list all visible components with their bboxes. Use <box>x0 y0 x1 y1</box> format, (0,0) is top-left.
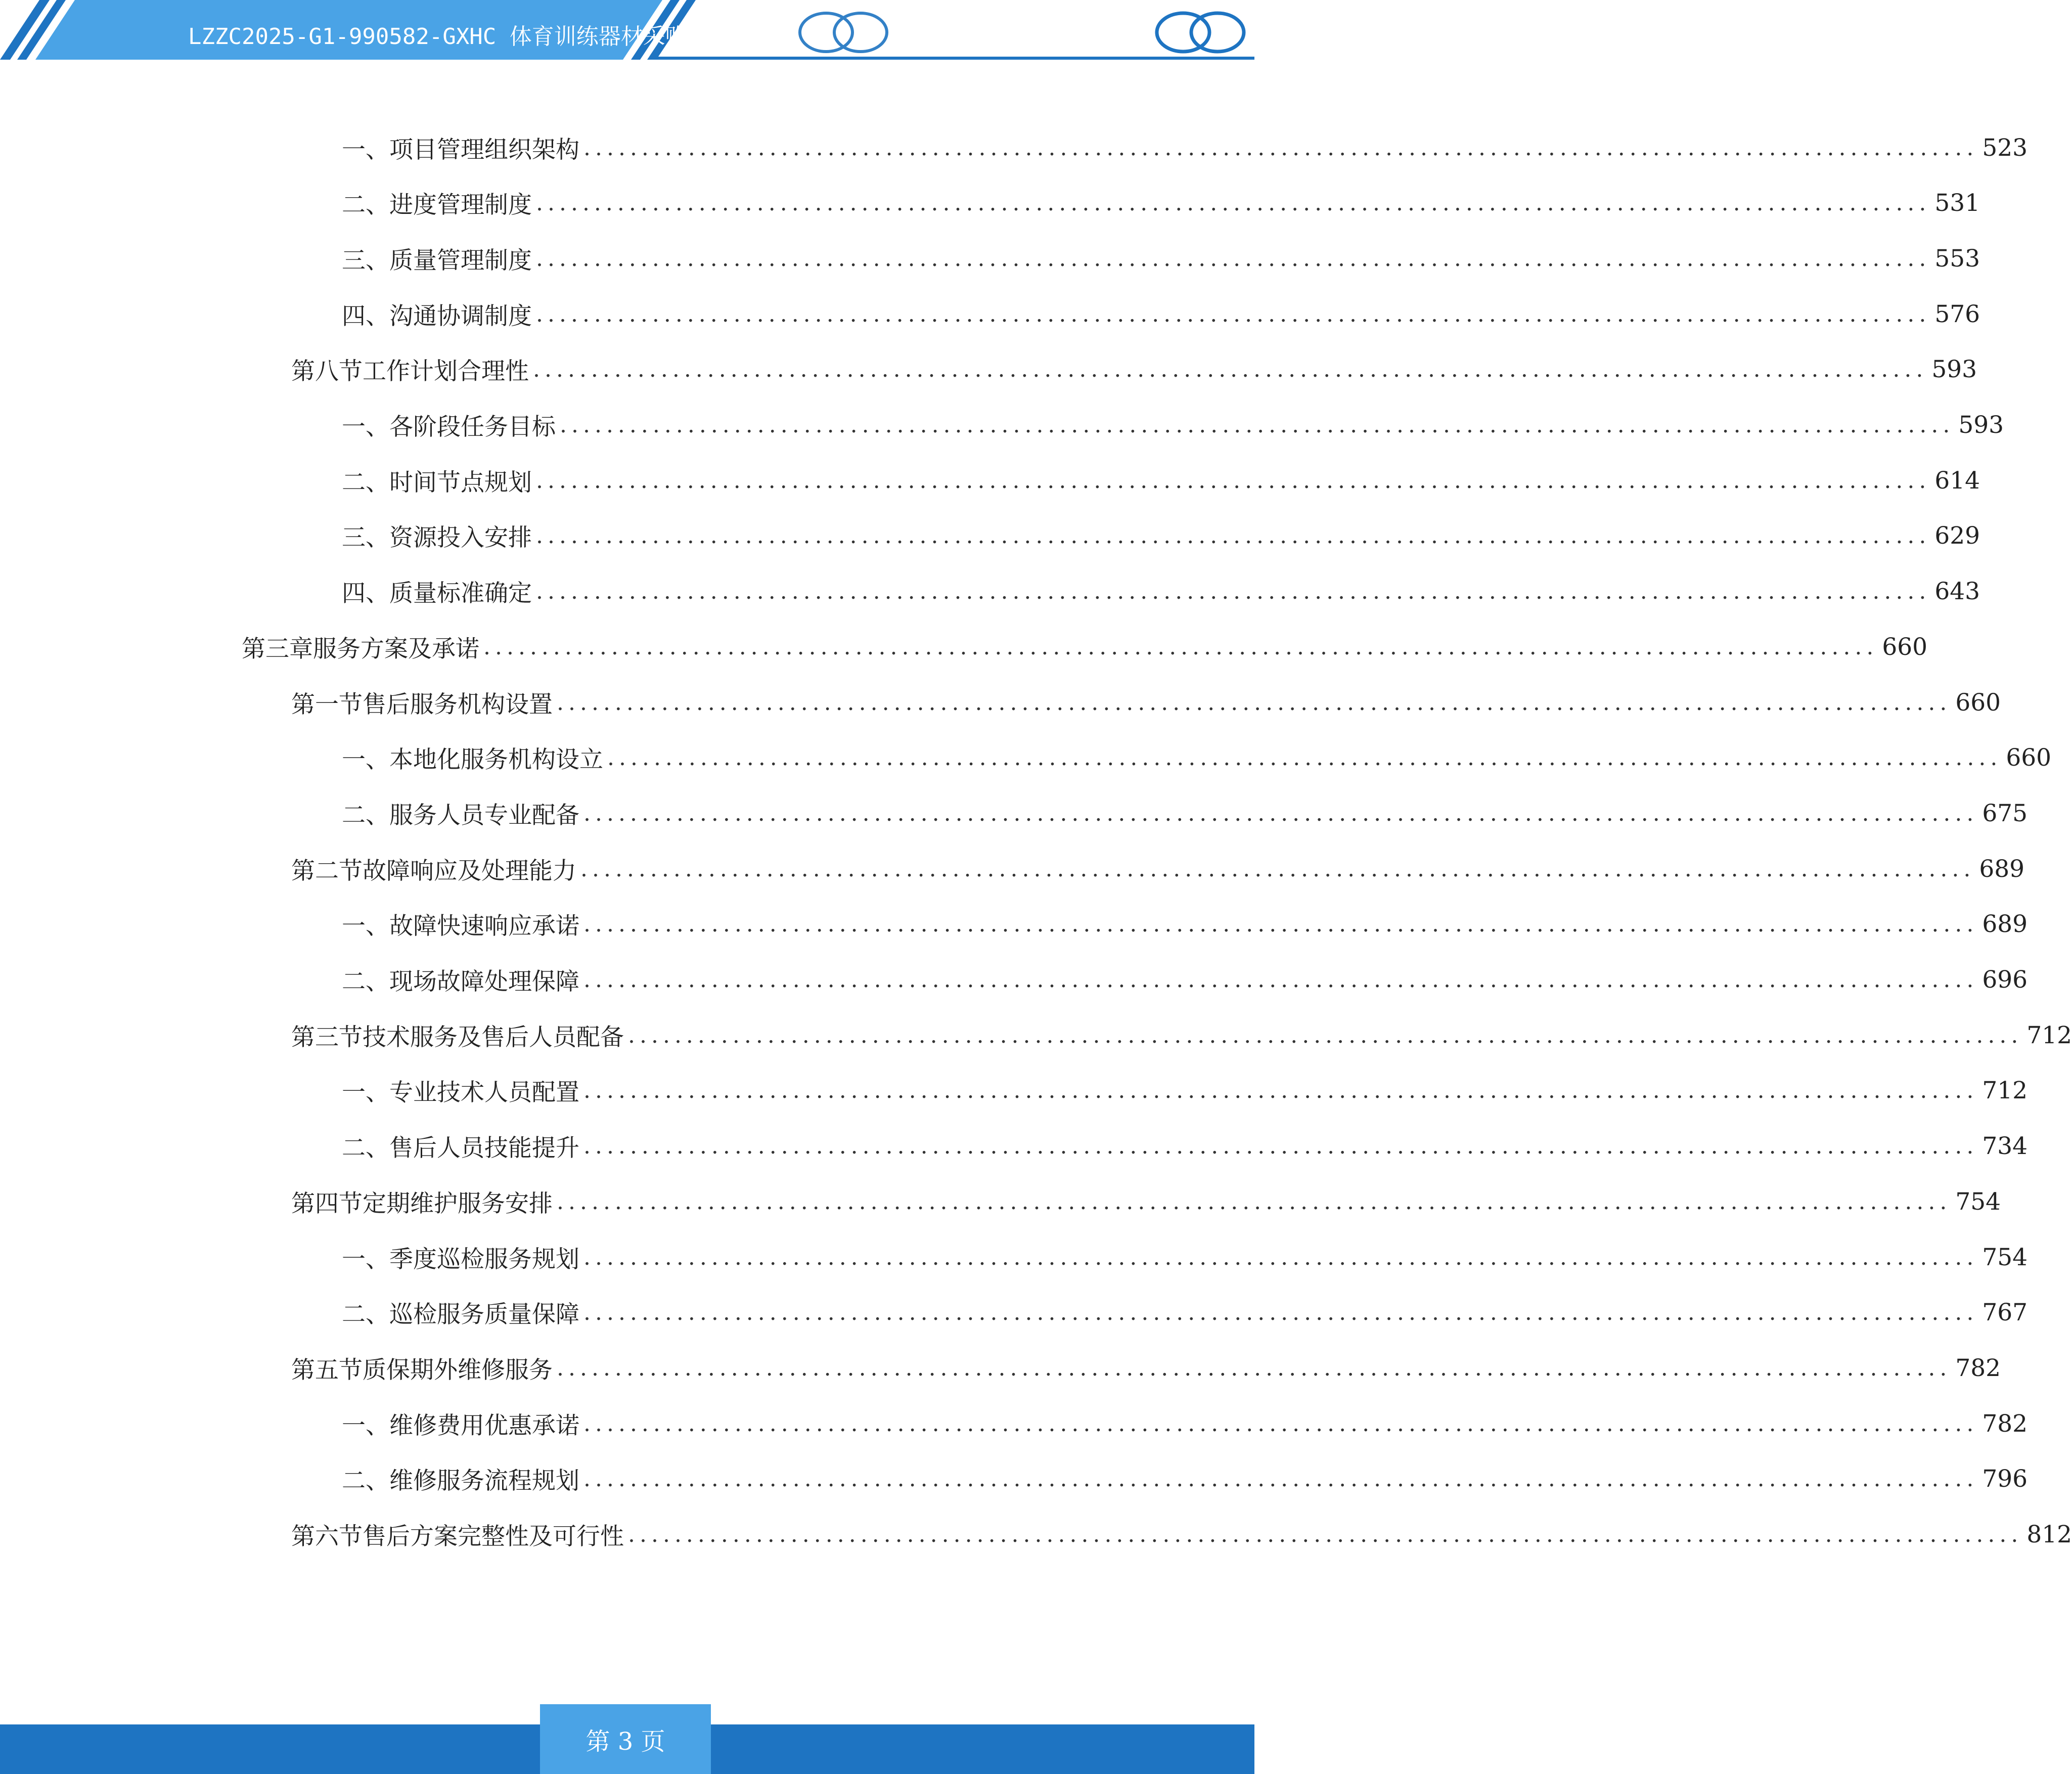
toc-leader-dots: ........................................................................................................................ <box>628 1522 2023 1547</box>
toc-entry-number: 二、 <box>342 468 389 497</box>
toc-entry[interactable] <box>342 793 2028 833</box>
toc-entry-title: 技术服务及售后人员配备 <box>363 1023 624 1051</box>
toc-entry-number: 第五节 <box>291 1356 363 1384</box>
toc-entry-page: 712 <box>2026 1021 2072 1049</box>
page-number-label: 第 3 页 <box>585 1727 665 1756</box>
toc-entry-page: 782 <box>1982 1409 2028 1438</box>
toc-entry[interactable] <box>291 1181 2001 1222</box>
toc-entry[interactable] <box>342 516 1980 556</box>
toc-entry-page: 689 <box>1982 910 2028 939</box>
toc-entry[interactable] <box>342 738 2052 778</box>
toc-leader-dots: ........................................................................................................................ <box>557 689 1952 716</box>
toc-leader-dots: ........................................................................................................................ <box>583 1466 1978 1492</box>
toc-leader-dots: ........................................................................................................................ <box>583 135 1978 161</box>
toc-entry-number: 一、 <box>342 413 389 441</box>
toc-leader-dots: ........................................................................................................................ <box>536 245 1931 272</box>
toc-entry-title: 服务方案及承诺 <box>313 635 479 663</box>
toc-entry-number: 一、 <box>342 1411 389 1440</box>
toc-entry-title: 售后人员技能提升 <box>389 1134 579 1163</box>
toc-entry-number: 二、 <box>342 191 389 219</box>
toc-entry[interactable] <box>342 127 2028 168</box>
toc-entry-page: 767 <box>1982 1299 2028 1327</box>
toc-entry[interactable] <box>342 1293 2028 1333</box>
toc-entry[interactable] <box>342 904 2028 945</box>
toc-entry-number: 二、 <box>342 1467 389 1495</box>
toc-leader-dots: ........................................................................................................................ <box>533 357 1928 383</box>
toc-entry-page: 712 <box>1982 1077 2028 1105</box>
toc-entry-title: 专业技术人员配置 <box>389 1079 579 1107</box>
toc-leader-dots: ........................................................................................................................ <box>583 1133 1978 1160</box>
toc-entry-page: 643 <box>1934 578 1980 606</box>
toc-leader-dots: ........................................................................................................................ <box>580 856 1975 882</box>
toc-entry-page: 523 <box>1982 134 2028 162</box>
toc-entry-title: 维修服务流程规划 <box>389 1467 579 1495</box>
toc-entry-page: 660 <box>1882 633 1928 661</box>
toc-entry-page: 593 <box>1958 411 2004 439</box>
toc-entry[interactable] <box>342 405 2004 446</box>
toc-entry[interactable] <box>342 294 1980 334</box>
toc-entry-page: 660 <box>2006 744 2052 772</box>
toc-entry-title: 故障响应及处理能力 <box>363 857 576 885</box>
toc-entry-number: 一、 <box>342 912 389 941</box>
toc-leader-dots: ........................................................................................................................ <box>557 1355 1952 1381</box>
toc-entry-page: 531 <box>1934 189 1980 217</box>
toc-leader-dots: ........................................................................................................................ <box>483 634 1878 660</box>
toc-entry-title: 季度巡检服务规划 <box>389 1245 579 1273</box>
toc-entry-number: 一、 <box>342 1079 389 1107</box>
toc-entry-page: 689 <box>1979 855 2025 883</box>
toc-entry-page: 734 <box>1982 1132 2028 1161</box>
toc-entry-page: 629 <box>1934 522 1980 550</box>
toc-entry[interactable] <box>342 183 1980 224</box>
toc-entry-title: 工作计划合理性 <box>363 358 529 386</box>
toc-entry-title: 质量标准确定 <box>389 580 532 608</box>
toc-entry-page: 553 <box>1934 244 1980 273</box>
toc-entry-title: 项目管理组织架构 <box>389 136 579 164</box>
toc-entry[interactable] <box>342 1237 2028 1277</box>
toc-entry[interactable] <box>291 1348 2001 1388</box>
toc-leader-dots: ........................................................................................................................ <box>536 301 1931 327</box>
toc-entry[interactable] <box>342 1071 2028 1111</box>
toc-entry-number: 二、 <box>342 968 389 996</box>
toc-entry[interactable] <box>291 1015 2072 1055</box>
toc-entry-title: 质量管理制度 <box>389 246 532 275</box>
toc-entry[interactable] <box>342 1126 2028 1167</box>
toc-entry-number: 一、 <box>342 746 389 774</box>
toc-entry-page: 675 <box>1982 799 2028 827</box>
toc-entry-number: 二、 <box>342 801 389 829</box>
toc-entry-title: 时间节点规划 <box>389 468 532 497</box>
toc-entry[interactable] <box>291 349 1977 390</box>
toc-entry-number: 第八节 <box>291 358 363 386</box>
toc-entry-title: 维修费用优惠承诺 <box>389 1411 579 1440</box>
toc-entry-number: 四、 <box>342 580 389 608</box>
toc-entry-title: 各阶段任务目标 <box>389 413 556 441</box>
toc-leader-dots: ........................................................................................................................ <box>583 1078 1978 1104</box>
toc-leader-dots: ........................................................................................................................ <box>583 1244 1978 1270</box>
toc-entry-title: 售后服务机构设置 <box>363 690 553 719</box>
toc-entry-number: 第一节 <box>291 690 363 719</box>
toc-entry-page: 754 <box>1955 1187 2001 1216</box>
toc-leader-dots: ........................................................................................................................ <box>628 1022 2023 1048</box>
toc-entry[interactable] <box>342 460 1980 501</box>
toc-leader-dots: ........................................................................................................................ <box>536 467 1931 494</box>
toc-entry-number: 三、 <box>342 246 389 275</box>
toc-entry[interactable] <box>291 1515 2072 1555</box>
toc-entry-title: 本地化服务机构设立 <box>389 746 603 774</box>
toc-leader-dots: ........................................................................................................................ <box>583 800 1978 826</box>
toc-leader-dots: ........................................................................................................................ <box>607 745 2002 771</box>
toc-entry-title: 质保期外维修服务 <box>363 1356 553 1384</box>
toc-entry-page: 593 <box>1931 356 1977 384</box>
header-title: LZZC2025-G1-990582-GXHC 体育训练器材采购项目 <box>188 24 732 50</box>
toc-entry-number: 第四节 <box>291 1189 363 1218</box>
toc-entry-title: 进度管理制度 <box>389 191 532 219</box>
toc-leader-dots: ........................................................................................................................ <box>583 967 1978 993</box>
toc-entry-title: 定期维护服务安排 <box>363 1189 553 1218</box>
toc-entry-page: 782 <box>1955 1354 2001 1382</box>
toc-entry-page: 796 <box>1982 1465 2028 1493</box>
toc-entry-number: 第三章 <box>242 635 313 663</box>
toc-entry-page: 754 <box>1982 1243 2028 1271</box>
toc-entry-title: 服务人员专业配备 <box>389 801 579 829</box>
toc-entry-number: 二、 <box>342 1134 389 1163</box>
toc-entry[interactable] <box>342 571 1980 612</box>
toc-entry-title: 售后方案完整性及可行性 <box>363 1523 624 1550</box>
toc-entry-number: 一、 <box>342 1245 389 1273</box>
toc-entry-number: 二、 <box>342 1301 389 1329</box>
toc-entry[interactable] <box>242 627 1928 667</box>
toc-leader-dots: ........................................................................................................................ <box>536 579 1931 605</box>
toc-entry-page: 660 <box>1955 688 2001 717</box>
toc-leader-dots: ........................................................................................................................ <box>583 911 1978 938</box>
toc-leader-dots: ........................................................................................................................ <box>536 190 1931 216</box>
toc-leader-dots: ........................................................................................................................ <box>560 412 1955 438</box>
toc-entry-title: 巡检服务质量保障 <box>389 1301 579 1329</box>
page-number <box>540 1704 711 1774</box>
toc-entry[interactable] <box>342 1459 2028 1499</box>
toc-entry[interactable] <box>342 1403 2028 1444</box>
toc-entry[interactable] <box>342 960 2028 1000</box>
toc-entry[interactable] <box>342 238 1980 279</box>
toc-entry-page: 576 <box>1934 300 1980 328</box>
toc-entry-number: 一、 <box>342 136 389 164</box>
toc-entry-number: 四、 <box>342 302 389 330</box>
toc-entry-number: 三、 <box>342 524 389 552</box>
toc-entry-number: 第三节 <box>291 1023 363 1051</box>
toc-leader-dots: ........................................................................................................................ <box>583 1300 1978 1326</box>
toc-entry-page: 696 <box>1982 966 2028 994</box>
toc-entry-title: 沟通协调制度 <box>389 302 532 330</box>
toc-entry-number: 第六节 <box>291 1523 363 1550</box>
toc-entry-number: 第二节 <box>291 857 363 885</box>
toc-entry-title: 故障快速响应承诺 <box>389 912 579 941</box>
toc-entry[interactable] <box>291 682 2001 723</box>
toc-entry[interactable] <box>291 849 2025 889</box>
toc-leader-dots: ........................................................................................................................ <box>536 523 1931 549</box>
toc-leader-dots: ........................................................................................................................ <box>557 1188 1952 1215</box>
toc-entry-page: 614 <box>1934 466 1980 495</box>
toc-entry-title: 现场故障处理保障 <box>389 968 579 996</box>
toc-entry-title: 资源投入安排 <box>389 524 532 552</box>
toc-leader-dots: ........................................................................................................................ <box>583 1410 1978 1437</box>
toc-entry-page: 812 <box>2026 1521 2072 1548</box>
